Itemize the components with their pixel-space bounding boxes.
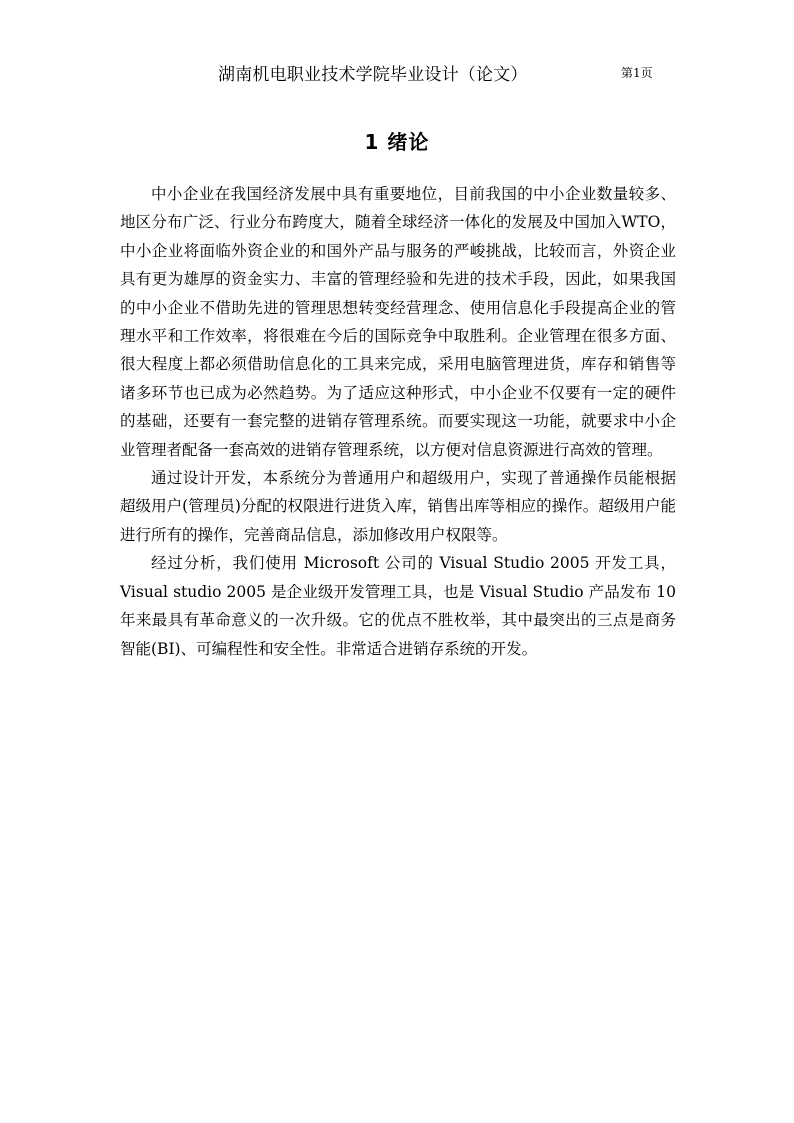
chapter-title: 1 绪论 (364, 130, 430, 154)
paragraph-intro: 中小企业在我国经济发展中具有重要地位，目前我国的中小企业数量较多、地区分布广泛、行业分布跨度大，随着全球经济一体化的发展及中国加入WTO，中小企业将面临外资企业的和国外产品与服务的严峻挑战，比较而言，外资企业具有更为雄厚的资金实力、丰富的管理经验和先进的技术手段，因此，如果我国的中小企业不借助先进的管理思想转变经营理念、使用信息化手段提高企业的管理水平和工作效率，将很难在今后的国际竞争中取胜利。企业管理在很多方面、很大程度上都必须借助信息化的工具来完成，采用电脑管理进货，库存和销售等诸多环节也已成为必然趋势。为了适应这种形式，中小企业不仅要有一定的硬件的基础，还要有一套完整的进销存管理系统。而要实现这一功能，就要求中小企业管理者配备一套高效的进销存管理系统，以方便对信息资源进行高效的管理。 (120, 185, 676, 459)
paragraph-tools: 经过分析，我们使用 Microsoft 公司的 Visual Studio 2005 开发工具，Visual studio 2005 是企业级开发管理工具，也是 Visual Studio 产品发布 10 年来最具有革命意义的一次升级。它的优点不胜枚举，其中最突出的三点是商务智能(BI)、可编程性和安全性。非常适合进销存系统的开发。 (120, 554, 676, 658)
paragraph-system-design: 通过设计开发，本系统分为普通用户和超级用户，实现了普通操作员能根据超级用户(管理员)分配的权限进行进货入库，销售出库等相应的操作。超级用户能进行所有的操作，完善商品信息，添加修改用户权限等。 (120, 469, 676, 544)
header-title: 湖南机电职业技术学院毕业设计（论文） (218, 65, 528, 85)
page-number: 第1页 (621, 66, 653, 80)
page-header (118, 58, 678, 88)
body-text (120, 180, 676, 663)
